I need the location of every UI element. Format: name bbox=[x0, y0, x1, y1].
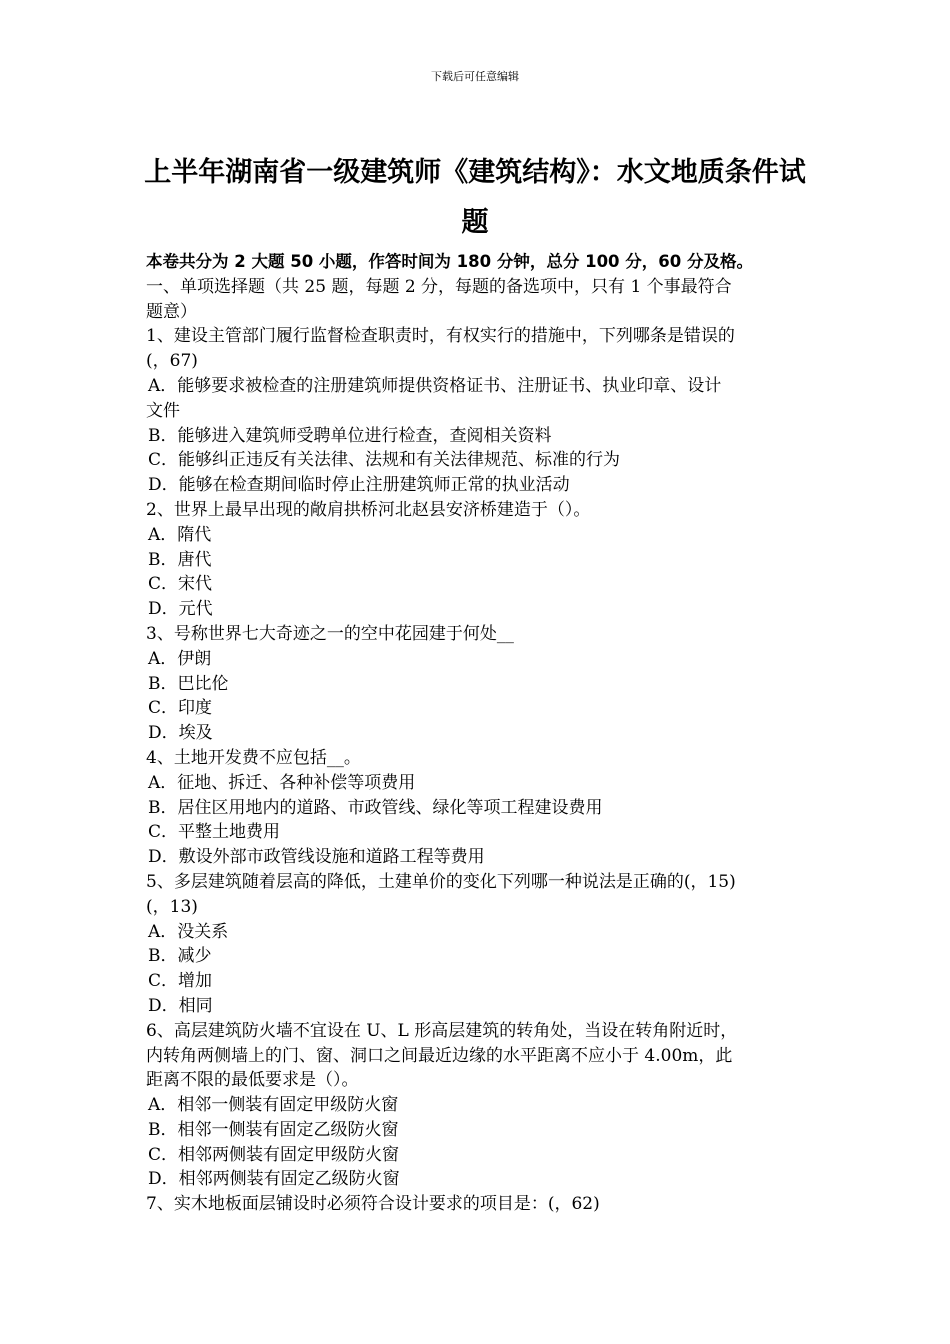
answer-option: D．相邻两侧装有固定乙级防火窗 bbox=[148, 1169, 400, 1190]
question-text: 4、土地开发费不应包括__。 bbox=[146, 747, 361, 768]
title-line-1: 上半年湖南省一级建筑师《建筑结构》：水文地质条件试 bbox=[144, 157, 806, 188]
question-text: 1、建设主管部门履行监督检查职责时，有权实行的措施中，下列哪条是错误的 bbox=[146, 326, 735, 347]
question-text: 3、号称世界七大奇迹之一的空中花园建于何处__ bbox=[146, 623, 514, 644]
question-item bbox=[146, 870, 810, 1019]
question-text: 5、多层建筑随着层高的降低，土建单价的变化下列哪一种说法是正确的(，15) bbox=[146, 871, 736, 892]
answer-option: C．平整土地费用 bbox=[148, 822, 281, 843]
question-text: 内转角两侧墙上的门、窗、洞口之间最近边缘的水平距离不应小于 4.00m，此 bbox=[146, 1045, 733, 1066]
answer-option: B．居住区用地内的道路、市政管线、绿化等项工程建设费用 bbox=[148, 797, 603, 818]
answer-option: A．伊朗 bbox=[148, 648, 212, 669]
answer-option: C．印度 bbox=[148, 698, 213, 719]
answer-option: D．相同 bbox=[148, 995, 213, 1016]
question-item bbox=[146, 498, 810, 622]
question-text: (，67) bbox=[146, 351, 198, 372]
answer-option: 文件 bbox=[146, 400, 180, 421]
answer-option: D．埃及 bbox=[148, 723, 213, 744]
question-text: (，13) bbox=[146, 896, 198, 917]
answer-option: C．能够纠正违反有关法律、法规和有关法律规范、标准的行为 bbox=[148, 450, 621, 471]
question-item bbox=[146, 622, 810, 746]
question-text: 6、高层建筑防火墙不宜设在 U、L 形高层建筑的转角处，当设在转角附近时， bbox=[146, 1020, 738, 1041]
question-item bbox=[146, 324, 810, 498]
section-heading-line-2: 题意） bbox=[146, 301, 197, 322]
question-text: 7、实木地板面层铺设时必须符合设计要求的项目是：(，62) bbox=[146, 1194, 600, 1215]
answer-option: A．没关系 bbox=[148, 921, 229, 942]
answer-option: D．能够在检查期间临时停止注册建筑师正常的执业活动 bbox=[148, 475, 570, 496]
title-line-2: 题 bbox=[461, 207, 489, 238]
question-text: 距离不限的最低要求是（）。 bbox=[146, 1070, 359, 1091]
answer-option: C．增加 bbox=[148, 971, 213, 992]
question-list bbox=[146, 324, 810, 1217]
answer-option: A．隋代 bbox=[148, 524, 212, 545]
answer-option: D．敷设外部市政管线设施和道路工程等费用 bbox=[148, 847, 485, 868]
exam-intro: 本卷共分为 2 大题 50 小题，作答时间为 180 分钟，总分 100 分，60 分及格。 bbox=[146, 252, 753, 271]
page-title bbox=[140, 148, 810, 248]
answer-option: B．能够进入建筑师受聘单位进行检查，查阅相关资料 bbox=[148, 425, 552, 446]
answer-option: B．相邻一侧装有固定乙级防火窗 bbox=[148, 1119, 399, 1140]
answer-option: A．能够要求被检查的注册建筑师提供资格证书、注册证书、执业印章、设计 bbox=[148, 375, 722, 396]
answer-option: B．巴比伦 bbox=[148, 673, 229, 694]
answer-option: A．相邻一侧装有固定甲级防火窗 bbox=[148, 1095, 399, 1116]
answer-option: D．元代 bbox=[148, 599, 213, 620]
section-heading-line-1: 一、单项选择题（共 25 题，每题 2 分，每题的备选项中，只有 1 个事最符合 bbox=[146, 276, 732, 297]
question-item bbox=[146, 1192, 810, 1217]
document-body bbox=[146, 250, 810, 1217]
answer-option: B．减少 bbox=[148, 946, 212, 967]
page-header: 下载后可任意编辑 bbox=[431, 70, 519, 83]
question-item bbox=[146, 746, 810, 870]
answer-option: C．相邻两侧装有固定甲级防火窗 bbox=[148, 1144, 400, 1165]
question-text: 2、世界上最早出现的敞肩拱桥河北赵县安济桥建造于（）。 bbox=[146, 499, 591, 520]
answer-option: A．征地、拆迁、各种补偿等项费用 bbox=[148, 772, 416, 793]
answer-option: C．宋代 bbox=[148, 574, 213, 595]
question-item bbox=[146, 1019, 810, 1193]
answer-option: B．唐代 bbox=[148, 549, 212, 570]
